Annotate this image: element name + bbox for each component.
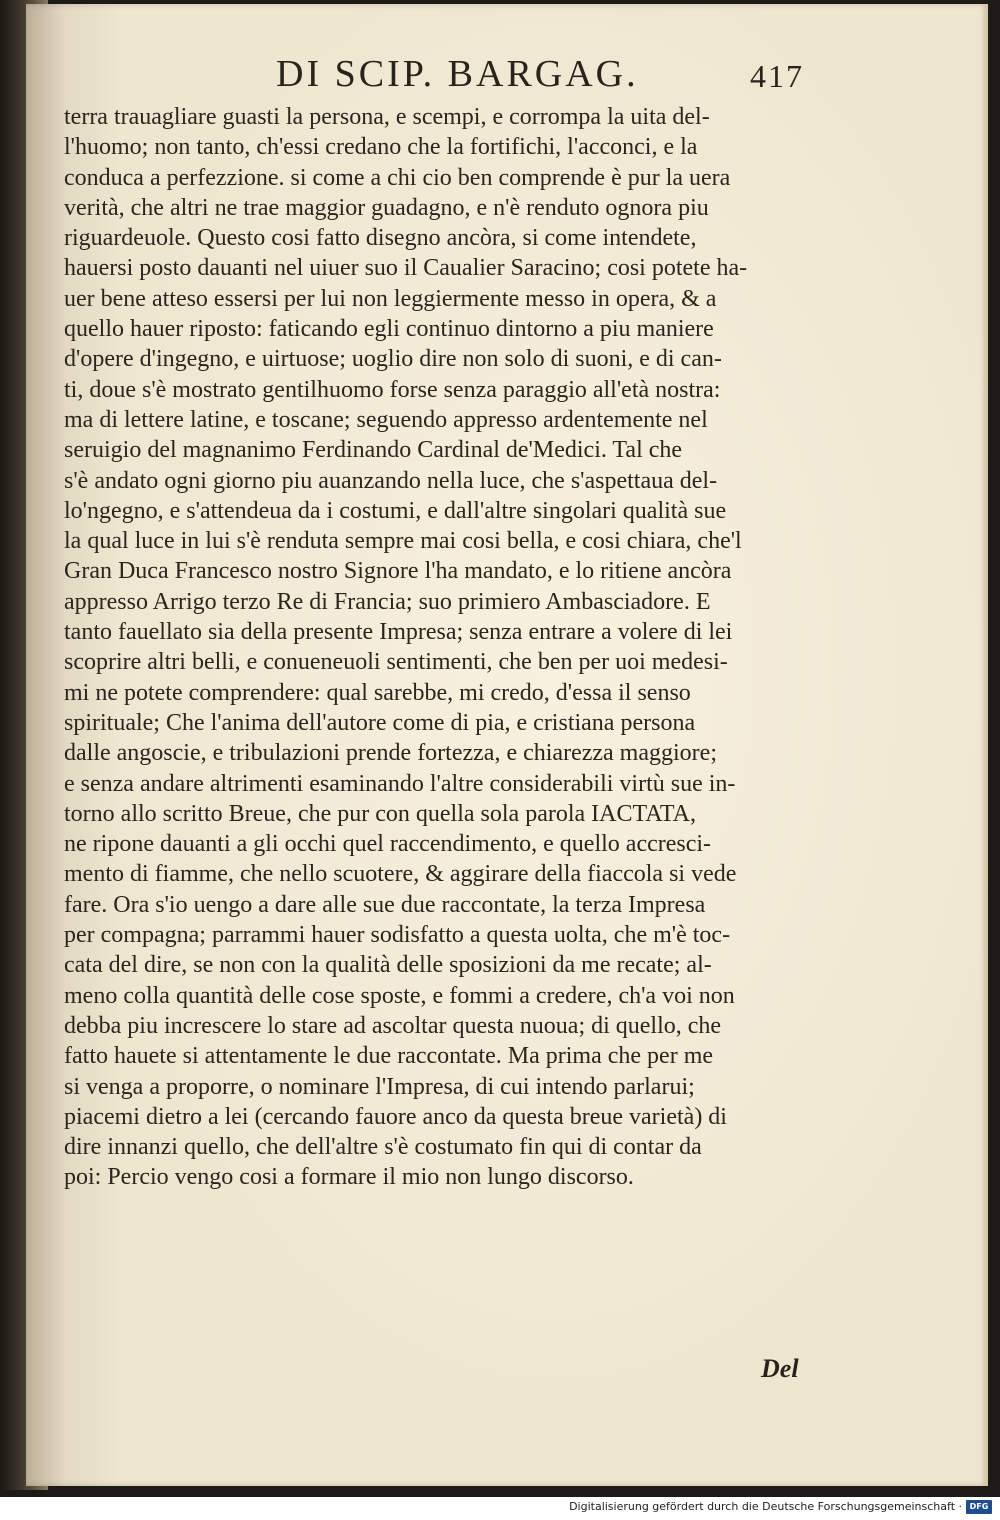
text-line: tanto fauellato sia della presente Impresa; senza entrare a volere di lei: [64, 619, 733, 646]
funding-credit: Digitalisierung gefördert durch die Deutsche Forschungsgemeinschaft ·: [569, 1500, 962, 1513]
text-line: lo'ngegno, e s'attendeua da i costumi, e dall'altre singolari qualità sue: [64, 497, 727, 524]
text-line: ma di lettere latine, e toscane; seguendo appresso ardentemente nel: [64, 406, 708, 433]
text-line: d'opere d'ingegno, e uirtuose; uoglio dire non solo di suoni, e di can-: [64, 346, 722, 373]
text-line: debba piu increscere lo stare ad ascoltar questa nuoua; di quello, che: [64, 1012, 722, 1039]
text-line: riguardeuole. Questo cosi fatto disegno ancòra, si come intendete,: [64, 225, 697, 252]
text-line: si venga a proporre, o nominare l'Impresa, di cui intendo parlarui;: [64, 1073, 695, 1100]
text-line: dire innanzi quello, che dell'altre s'è costumato fin qui di contar da: [64, 1134, 702, 1161]
text-line: dalle angoscie, e tribulazioni prende fortezza, e chiarezza maggiore;: [64, 740, 717, 767]
page-number: 417: [750, 58, 804, 94]
text-line: e senza andare altrimenti esaminando l'altre considerabili virtù sue in-: [64, 770, 736, 797]
text-line: ti, doue s'è mostrato gentilhuomo forse senza paraggio all'età nostra:: [64, 376, 721, 403]
text-line: s'è andato ogni giorno piu auanzando nella luce, che s'aspettaua del-: [64, 467, 718, 494]
text-line: torno allo scritto Breue, che pur con quella sola parola IACTATA,: [64, 800, 696, 827]
text-line: meno colla quantità delle cose sposte, e fommi a credere, ch'a voi non: [64, 982, 735, 1009]
footer-bar: [0, 1497, 1000, 1520]
text-line: hauersi posto dauanti nel uiuer suo il Caualier Saracino; cosi potete ha-: [64, 255, 748, 282]
text-line: cata del dire, se non con la qualità delle sposizioni da me recate; al-: [64, 952, 712, 979]
running-head: DI SCIP. BARGAG.: [276, 53, 639, 95]
text-line: terra trauagliare guasti la persona, e scempi, e corrompa la uita del-: [64, 104, 710, 130]
text-line: Gran Duca Francesco nostro Signore l'ha mandato, e lo ritiene ancòra: [64, 558, 732, 585]
text-line: quello hauer riposto: faticando egli continuo dintorno a piu maniere: [64, 316, 714, 343]
text-line: l'huomo; non tanto, ch'essi credano che la fortifichi, l'acconci, e la: [64, 134, 698, 161]
text-line: fare. Ora s'io uengo a dare alle sue due raccontate, la terza Impresa: [64, 891, 706, 918]
text-line: spirituale; Che l'anima dell'autore come di pia, e cristiana persona: [64, 709, 696, 736]
text-line: verità, che altri ne trae maggior guadagno, e n'è renduto ognora piu: [64, 194, 709, 221]
text-line: uer bene atteso essersi per lui non leggiermente messo in opera, & a: [64, 285, 717, 312]
text-line: appresso Arrigo terzo Re di Francia; suo primiero Ambasciadore. E: [64, 588, 711, 615]
text-line: piacemi dietro a lei (cercando fauore anco da questa breue varietà) di: [64, 1103, 727, 1130]
text-line: la qual luce in lui s'è renduta sempre mai cosi bella, e cosi chiara, che'l: [64, 528, 742, 555]
catchword: Del: [761, 1354, 799, 1383]
dfg-logo-icon: DFG: [966, 1500, 992, 1514]
page-edge: [982, 4, 988, 1486]
text-line: fatto hauete si attentamente le due raccontate. Ma prima che per me: [64, 1043, 714, 1070]
text-line: ne ripone dauanti a gli occhi quel raccendimento, e quello accresci-: [64, 831, 712, 858]
text-line: poi: Percio vengo cosi a formare il mio non lungo discorso.: [64, 1164, 634, 1191]
text-line: seruigio del magnanimo Ferdinando Cardinal de'Medici. Tal che: [64, 437, 683, 464]
text-line: conduca a perfezzione. si come a chi cio ben comprende è pur la uera: [64, 164, 731, 191]
text-line: scoprire altri belli, e conueneuoli sentimenti, che ben per uoi medesi-: [64, 649, 728, 676]
text-line: mento di fiamme, che nello scuotere, & aggirare della fiaccola si vede: [64, 861, 737, 888]
body-text: [64, 102, 854, 1193]
book-page: [26, 4, 988, 1486]
text-line: per compagna; parrammi hauer sodisfatto a questa uolta, che m'è toc-: [64, 922, 731, 949]
text-line: mi ne potete comprendere: qual sarebbe, mi credo, d'essa il senso: [64, 679, 691, 706]
